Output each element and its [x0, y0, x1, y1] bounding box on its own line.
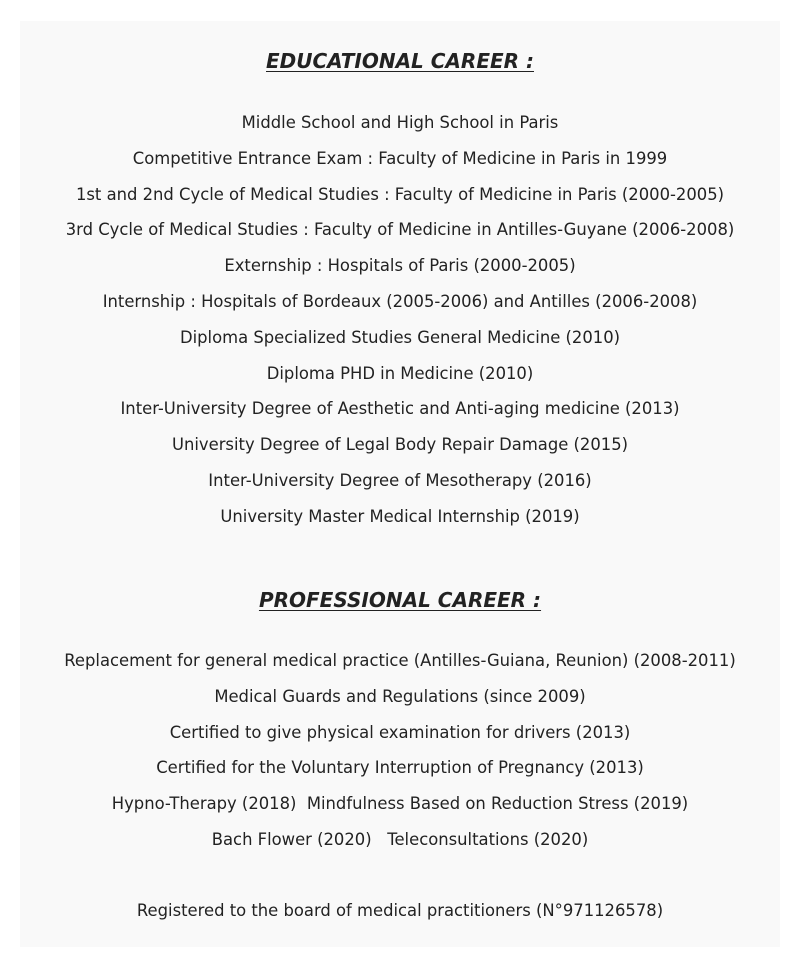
- educational-item: Competitive Entrance Exam : Faculty of Medicine in Paris in 1999: [132, 148, 668, 168]
- educational-item: Internship : Hospitals of Bordeaux (2005-2006) and Antilles (2006-2008): [102, 291, 698, 311]
- professional-item: Certified to give physical examination for drivers (2013): [169, 722, 631, 742]
- professional-item: Bach Flower (2020) Teleconsultations (2020): [211, 829, 589, 849]
- educational-item: University Degree of Legal Body Repair Damage (2015): [171, 435, 629, 455]
- educational-item: Diploma Specialized Studies General Medicine (2010): [179, 327, 621, 347]
- educational-item: Inter-University Degree of Aesthetic and Anti-aging medicine (2013): [120, 399, 680, 419]
- educational-item: Externship : Hospitals of Paris (2000-2005): [224, 256, 576, 276]
- professional-career-heading: PROFESSIONAL CAREER :: [258, 588, 542, 612]
- educational-item: 1st and 2nd Cycle of Medical Studies : Faculty of Medicine in Paris (2000-2005): [75, 184, 725, 204]
- professional-career-list: [20, 651, 780, 866]
- educational-career-list: [20, 113, 780, 543]
- educational-career-heading: EDUCATIONAL CAREER :: [266, 49, 534, 73]
- professional-item: Certified for the Voluntary Interruption of Pregnancy (2013): [156, 758, 644, 778]
- educational-item: University Master Medical Internship (2019): [220, 506, 580, 526]
- professional-item: Hypno-Therapy (2018) Mindfulness Based on Reduction Stress (2019): [111, 794, 689, 814]
- registration-number-text: Registered to the board of medical practitioners (N°971126578): [136, 901, 664, 920]
- professional-item: Replacement for general medical practice (Antilles-Guiana, Reunion) (2008-2011): [64, 651, 736, 670]
- career-card: [20, 21, 780, 947]
- professional-item: Medical Guards and Regulations (since 2009): [214, 686, 586, 706]
- educational-item: Diploma PHD in Medicine (2010): [266, 363, 534, 383]
- educational-item: Middle School and High School in Paris: [241, 113, 559, 132]
- educational-item: 3rd Cycle of Medical Studies : Faculty of Medicine in Antilles-Guyane (2006-2008): [65, 220, 735, 240]
- educational-item: Inter-University Degree of Mesotherapy (2016): [208, 470, 592, 490]
